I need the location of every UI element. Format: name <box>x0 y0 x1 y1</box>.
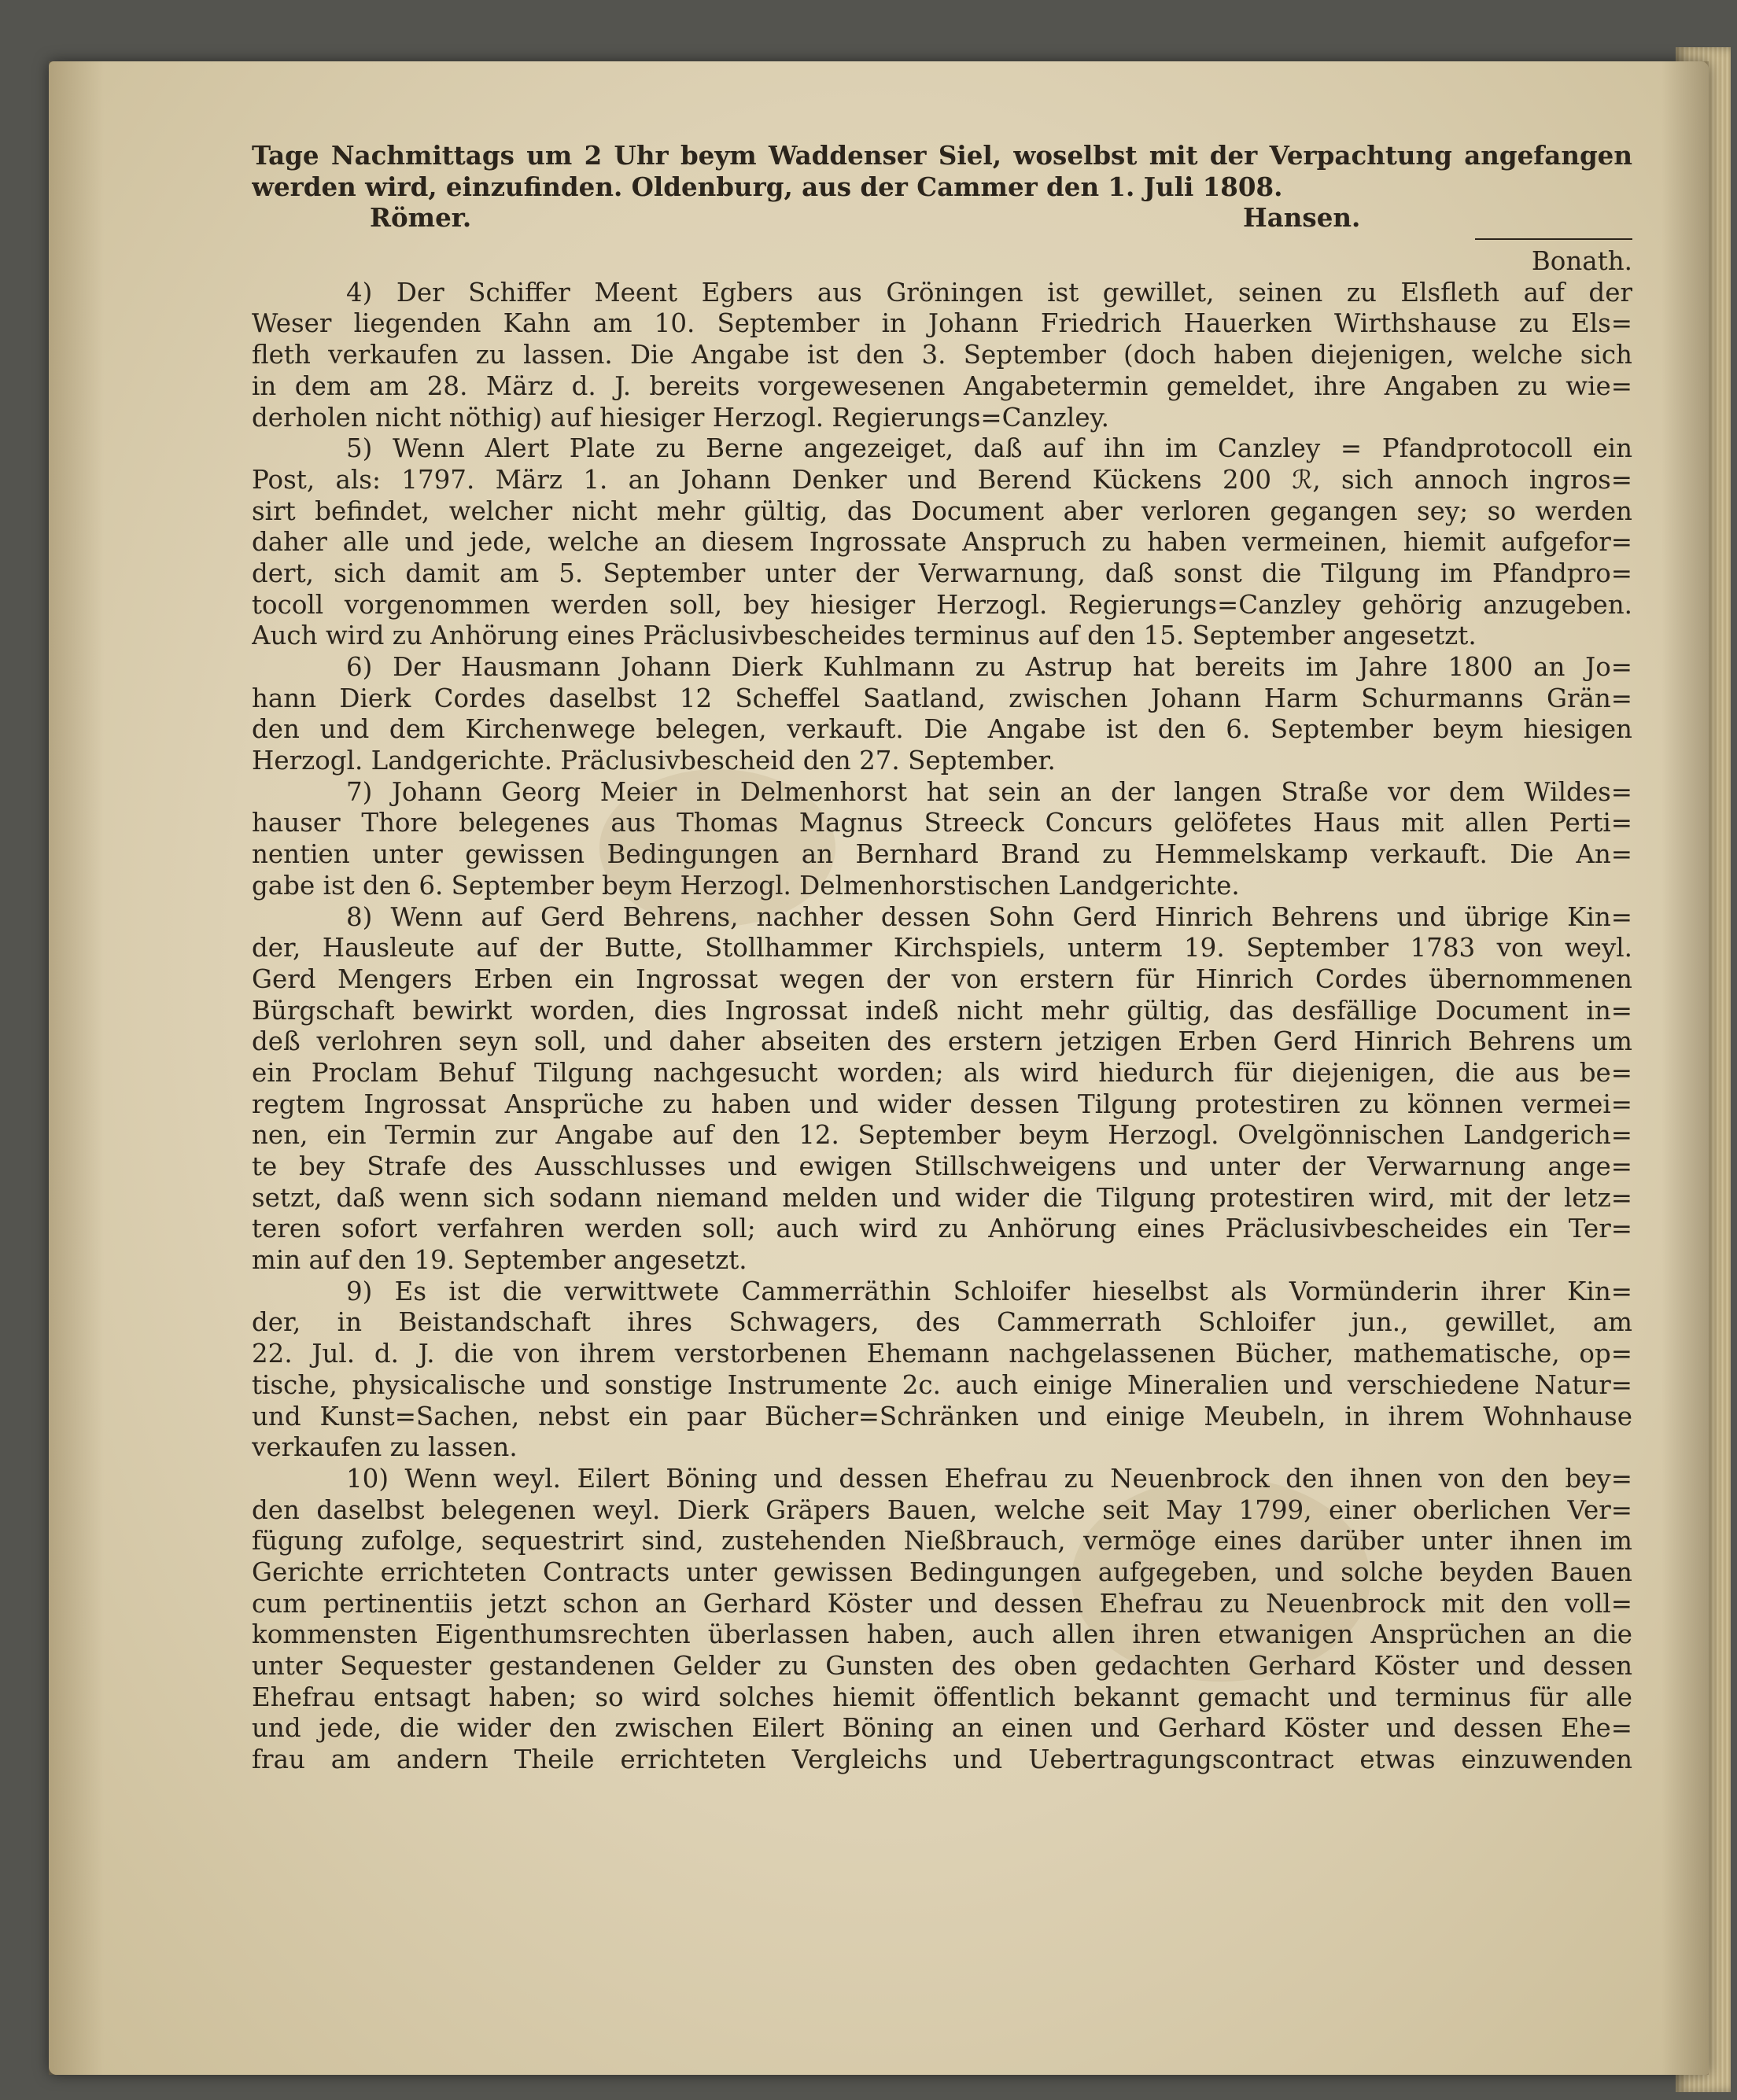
notice-line: teren sofort verfahren werden soll; auch wird zu Anhörung eines Präclusivbescheides ein Ter= <box>252 1214 1632 1244</box>
header-line-2: werden wird, einzufinden. Oldenburg, aus der Cammer den 1. Juli 1808. <box>252 171 1283 202</box>
notice-line: setzt, daß wenn sich sodann niemand melden und wider die Tilgung protestiren wird, mit der letz= <box>252 1182 1632 1213</box>
notice-line: 10) Wenn weyl. Eilert Böning und dessen Ehefrau zu Neuenbrock den ihnen von den bey= <box>346 1463 1632 1494</box>
notice-line: Weser liegenden Kahn am 10. September in Johann Friedrich Hauerken Wirthshause zu Els= <box>252 308 1632 339</box>
notice-line: nen, ein Termin zur Angabe auf den 12. September beym Herzogl. Ovelgönnischen Landgerich= <box>252 1120 1632 1151</box>
notice-line: dert, sich damit am 5. September unter der Verwarnung, daß sonst die Tilgung im Pfandpro= <box>252 558 1632 588</box>
notice-line: hauser Thore belegenes aus Thomas Magnus Streeck Concurs gelöfetes Haus mit allen Perti= <box>252 808 1632 838</box>
notice-line: Bürgschaft bewirkt worden, dies Ingrossat indeß nicht mehr gültig, das desfällige Document in= <box>252 995 1632 1026</box>
notice-line: Auch wird zu Anhörung eines Präclusivbescheides terminus auf den 15. September angesetzt. <box>252 621 1477 651</box>
notice-line: der, in Beistandschaft ihres Schwagers, des Cammerrath Schloifer jun., gewillet, am <box>252 1307 1632 1338</box>
notice-paragraph <box>252 902 1632 1277</box>
notice-line: Post, als: 1797. März 1. an Johann Denker und Berend Kückens 200 ℛ, sich annoch ingros= <box>252 464 1632 495</box>
notice-line: gabe ist den 6. September beym Herzogl. Delmenhorstischen Landgerichte. <box>252 870 1240 901</box>
section-rule <box>252 234 1632 246</box>
notice-line: und Kunst=Sachen, nebst ein paar Bücher=Schränken und einige Meubeln, in ihrem Wohnhause <box>252 1401 1632 1431</box>
notice-line: Herzogl. Landgerichte. Präclusivbescheid den 27. September. <box>252 746 1056 776</box>
signer-left: Römer. <box>370 202 472 234</box>
notice-line: 9) Es ist die verwittwete Cammerräthin Schloifer hieselbst als Vormünderin ihrer Kin= <box>346 1276 1632 1306</box>
notice-line: 5) Wenn Alert Plate zu Berne angezeiget, daß auf ihn im Canzley = Pfandprotocoll ein <box>346 433 1632 464</box>
notice-line: unter Sequester gestandenen Gelder zu Gunsten des oben gedachten Gerhard Köster und dessen <box>252 1651 1632 1681</box>
notice-line: kommensten Eigenthumsrechten überlassen haben, auch allen ihren etwanigen Ansprüchen an die <box>252 1619 1632 1650</box>
notice-paragraph <box>252 278 1632 433</box>
notice-line: und jede, die wider den zwischen Eilert Böning an einen und Gerhard Köster und dessen Ehe= <box>252 1713 1632 1744</box>
notice-line: 6) Der Hausmann Johann Dierk Kuhlmann zu Astrup hat bereits im Jahre 1800 an Jo= <box>346 652 1632 682</box>
notice-line: 7) Johann Georg Meier in Delmenhorst hat sein an der langen Straße vor dem Wildes= <box>346 776 1632 807</box>
notice-line: ein Proclam Behuf Tilgung nachgesucht worden; als wird hiedurch für diejenigen, die aus be= <box>252 1057 1632 1088</box>
notice-line: 4) Der Schiffer Meent Egbers aus Gröningen ist gewillet, seinen zu Elsfleth auf der <box>346 277 1632 308</box>
notice-line: tische, physicalische und sonstige Instrumente 2c. auch einige Mineralien und verschiedene Natur= <box>252 1369 1632 1400</box>
notice-line: Gerichte errichteten Contracts unter gewissen Bedingungen aufgegeben, und solche beyden Bauen <box>252 1557 1632 1587</box>
notice-line: Ehefrau entsagt haben; so wird solches hiemit öffentlich bekannt gemacht und terminus für alle <box>252 1682 1632 1712</box>
notice-line: Gerd Mengers Erben ein Ingrossat wegen der von erstern für Hinrich Cordes übernommenen <box>252 963 1632 994</box>
notice-paragraph <box>252 652 1632 777</box>
notice-paragraph <box>252 433 1632 652</box>
notice-line: deß verlohren seyn soll, und daher abseiten des erstern jetzigen Erben Gerd Hinrich Behrens um <box>252 1026 1632 1057</box>
notice-line: derholen nicht nöthig) auf hiesiger Herzogl. Regierungs=Canzley. <box>252 402 1109 433</box>
notice-line: daher alle und jede, welche an diesem Ingrossate Anspruch zu haben vermeinen, hiemit aufgefor= <box>252 527 1632 558</box>
notice-line: fügung zufolge, sequestrirt sind, zustehenden Nießbrauch, vermöge eines darüber unter ihnen im <box>252 1526 1632 1557</box>
signature-bonath: Bonath. <box>1531 246 1632 277</box>
notice-line: min auf den 19. September angesetzt. <box>252 1245 747 1276</box>
notice-paragraph <box>252 777 1632 902</box>
notice-line: tocoll vorgenommen werden soll, bey hiesiger Herzogl. Regierungs=Canzley gehörig anzugeben. <box>252 589 1632 620</box>
notice-line: den daselbst belegenen weyl. Dierk Gräpers Bauen, welche seit May 1799, einer oberlichen Ver= <box>252 1494 1632 1525</box>
notice-line: te bey Strafe des Ausschlusses und ewigen Stillschweigens und unter der Verwarnung ange= <box>252 1151 1632 1181</box>
page-text <box>252 140 1632 1776</box>
notices-list <box>252 278 1632 1776</box>
notice-line: fleth verkaufen zu lassen. Die Angabe ist den 3. September (doch haben diejenigen, welche sich <box>252 340 1632 370</box>
notice-line: den und dem Kirchenwege belegen, verkauft. Die Angabe ist den 6. September beym hiesigen <box>252 714 1632 745</box>
notice-line: sirt befindet, welcher nicht mehr gültig, das Document aber verloren gegangen sey; so werden <box>252 496 1632 526</box>
notice-paragraph <box>252 1464 1632 1776</box>
signature-row <box>252 202 1632 234</box>
signer-right: Hansen. <box>1243 202 1361 234</box>
notice-line: 8) Wenn auf Gerd Behrens, nachher dessen Sohn Gerd Hinrich Behrens und übrige Kin= <box>346 901 1632 932</box>
notice-line: verkaufen zu lassen. <box>252 1432 518 1463</box>
header-line-1: Tage Nachmittags um 2 Uhr beym Waddenser Siel, woselbst mit der Verpachtung angefangen <box>252 140 1632 171</box>
notice-line: cum pertinentiis jetzt schon an Gerhard Köster und dessen Ehefrau zu Neuenbrock mit den voll= <box>252 1588 1632 1619</box>
notice-line: in dem am 28. März d. J. bereits vorgewesenen Angabetermin gemeldet, ihre Angaben zu wie= <box>252 370 1632 401</box>
notice-line: frau am andern Theile errichteten Vergleichs und Uebertragungscontract etwas einzuwenden <box>252 1744 1632 1775</box>
notice-paragraph <box>252 1277 1632 1464</box>
notice-line: hann Dierk Cordes daselbst 12 Scheffel Saatland, zwischen Johann Harm Schurmanns Grän= <box>252 683 1632 713</box>
notice-line: der, Hausleute auf der Butte, Stollhammer Kirchspiels, unterm 19. September 1783 von weyl. <box>252 933 1632 963</box>
notice-line: regtem Ingrossat Ansprüche zu haben und wider dessen Tilgung protestiren zu können vermei= <box>252 1089 1632 1119</box>
rule-line <box>1475 238 1632 240</box>
notice-line: nentien unter gewissen Bedingungen an Bernhard Brand zu Hemmelskamp verkauft. Die An= <box>252 839 1632 870</box>
notice-line: 22. Jul. d. J. die von ihrem verstorbenen Ehemann nachgelassenen Bücher, mathematische, op= <box>252 1339 1632 1369</box>
